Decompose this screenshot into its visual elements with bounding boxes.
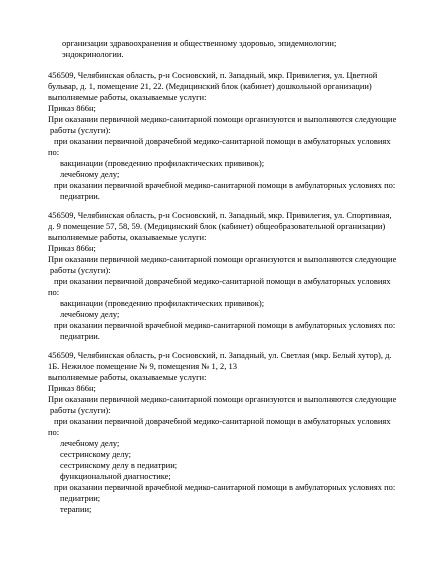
text-line: вакцинации (проведению профилактических прививок);	[60, 158, 265, 168]
text-line: работы (услуги):	[50, 265, 111, 275]
text-line: педиатрии.	[60, 331, 100, 341]
text-line: Приказ 866н;	[48, 243, 96, 253]
text-line: При оказании первичной медико-санитарной помощи организуются и выполняются следующие	[48, 254, 397, 264]
text-line: сестринскому делу;	[60, 449, 131, 459]
text-line: Приказ 866н;	[48, 383, 96, 393]
text-line: выполняемые работы, оказываемые услуги:	[48, 92, 207, 102]
text-line: организации здравоохранения и общественному здоровью, эпидемиологии;	[62, 38, 337, 48]
text-line: при оказании первичной доврачебной медико-санитарной помощи в амбулаторных условиях	[54, 136, 391, 146]
text-line: д. 9 помещение 57, 58, 59. (Медицинский блок (кабинет) общеобразовательной организации)	[48, 221, 386, 231]
text-line: При оказании первичной медико-санитарной помощи организуются и выполняются следующие	[48, 394, 397, 404]
text-line: сестринскому делу в педиатрии;	[60, 460, 178, 470]
text-line: выполняемые работы, оказываемые услуги:	[48, 372, 207, 382]
text-line: лечебному делу;	[60, 169, 120, 179]
text-line: бульвар, д. 1, помещение 21, 22. (Медицинский блок (кабинет) дошкольной организации)	[48, 81, 372, 91]
text-line: при оказании первичной врачебной медико-санитарной помощи в амбулаторных условиях по:	[54, 482, 396, 492]
text-line: 1Б. Нежилое помещение № 9, помещения № 1, 2, 13	[48, 361, 238, 371]
text-line: лечебному делу;	[60, 438, 120, 448]
text-line: лечебному делу;	[60, 309, 120, 319]
text-line: выполняемые работы, оказываемые услуги:	[48, 232, 207, 242]
text-line: функциональной диагностике;	[60, 471, 171, 481]
text-line: 456509, Челябинская область, р-н Сосновский, п. Западный, ул. Светлая (мкр. Белый хутор), д.	[48, 350, 392, 360]
text-line: по:	[48, 427, 60, 437]
text-line: терапии;	[60, 504, 92, 514]
text-line: по:	[48, 287, 60, 297]
text-line: педиатрии;	[60, 493, 101, 503]
text-line: работы (услуги):	[50, 405, 111, 415]
text-line: по:	[48, 147, 60, 157]
text-line: при оказании первичной врачебной медико-санитарной помощи в амбулаторных условиях по:	[54, 180, 396, 190]
text-line: при оказании первичной доврачебной медико-санитарной помощи в амбулаторных условиях	[54, 276, 391, 286]
text-line: 456509, Челябинская область, р-н Сосновский, п. Западный, мкр. Привилегия, ул. Цветной	[48, 70, 378, 80]
text-line: работы (услуги):	[50, 125, 111, 135]
text-line: Приказ 866н;	[48, 103, 96, 113]
text-line: при оказании первичной врачебной медико-санитарной помощи в амбулаторных условиях по:	[54, 320, 396, 330]
text-line: при оказании первичной доврачебной медико-санитарной помощи в амбулаторных условиях	[54, 416, 391, 426]
text-line: педиатрии.	[60, 191, 100, 201]
text-line: вакцинации (проведению профилактических прививок);	[60, 298, 265, 308]
text-line: При оказании первичной медико-санитарной помощи организуются и выполняются следующие	[48, 114, 397, 124]
text-line: 456509, Челябинская область, р-н Сосновский, п. Западный, мкр. Привилегия, ул. Спортивная,	[48, 210, 392, 220]
text-line: эндокринологии.	[62, 49, 124, 59]
